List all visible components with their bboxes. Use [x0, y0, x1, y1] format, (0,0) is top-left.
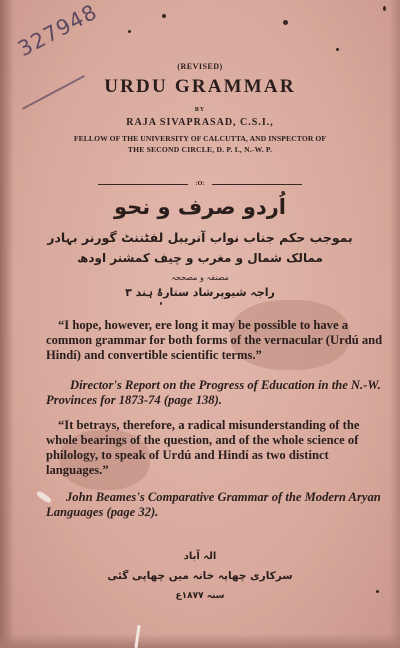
ink-speck — [162, 14, 166, 18]
epigraph-source-1: Director's Report on the Progress of Education in the N.-W. Provinces for 1873-74 (page 138). — [46, 378, 381, 407]
ink-speck — [283, 20, 288, 25]
divider-line-right — [212, 184, 302, 185]
urdu-compiled-label: مصنفہ و مصححہ — [171, 273, 229, 282]
divider-mark: :O: — [195, 181, 205, 188]
epigraph-source-2: John Beames's Comparative Grammar of the Modern Aryan Languages (page 32). — [46, 490, 381, 519]
title-divider — [0, 175, 400, 188]
author-credentials-line-2: THE SECOND CIRCLE, D. P. I., N.-W. P. — [127, 145, 273, 154]
imprint-city: الہ آباد — [183, 551, 217, 562]
urdu-author-name: راجہ شیوپرشاد ستارۂ ہند ۳ — [125, 286, 275, 299]
ink-speck — [383, 6, 386, 11]
epigraph-quote-2: “It betrays, therefore, a radical misunderstanding of the whole bearings of the question, and of the whole science of philology, to speak of Urdú and Hindí as two distinct languages.” — [46, 418, 360, 477]
urdu-authority-line-1: بموجب حکم جناب نواب آنریبل لفٹننٹ گورنر بہادر — [47, 230, 353, 245]
divider-line-left — [98, 184, 188, 185]
page-edge-shadow-bottom — [0, 634, 400, 648]
revised-label: (REVISED) — [177, 62, 223, 71]
author-name: RAJA SIVAPRASAD, C.S.I., — [126, 117, 274, 128]
imprint-year: سنہ ۱۸۷۷ع — [175, 591, 225, 601]
ink-speck — [128, 30, 131, 33]
urdu-title: اُردو صرف و نحو — [113, 195, 287, 219]
epigraph-quote-1: “I hope, however, ere long it may be possible to have a common grammar for both forms of the vernacular (Urdú and Hindí) and convertible scientific terms.” — [46, 318, 383, 362]
by-label: BY — [194, 107, 206, 113]
ink-speck — [160, 302, 162, 305]
urdu-authority-line-2: ممالک شمال و مغرب و چیف کمشنر اودھ — [77, 251, 323, 265]
handwritten-accession-number: 327948 — [14, 0, 102, 62]
ink-speck — [336, 48, 339, 51]
author-credentials-line-1: FELLOW OF THE UNIVERSITY OF CALCUTTA, AND INSPECTOR OF — [73, 134, 327, 143]
book-title: URDU GRAMMAR — [104, 76, 296, 97]
imprint-press: سرکاری چھاپہ خانہ میں چھاپی گئی — [107, 570, 293, 582]
